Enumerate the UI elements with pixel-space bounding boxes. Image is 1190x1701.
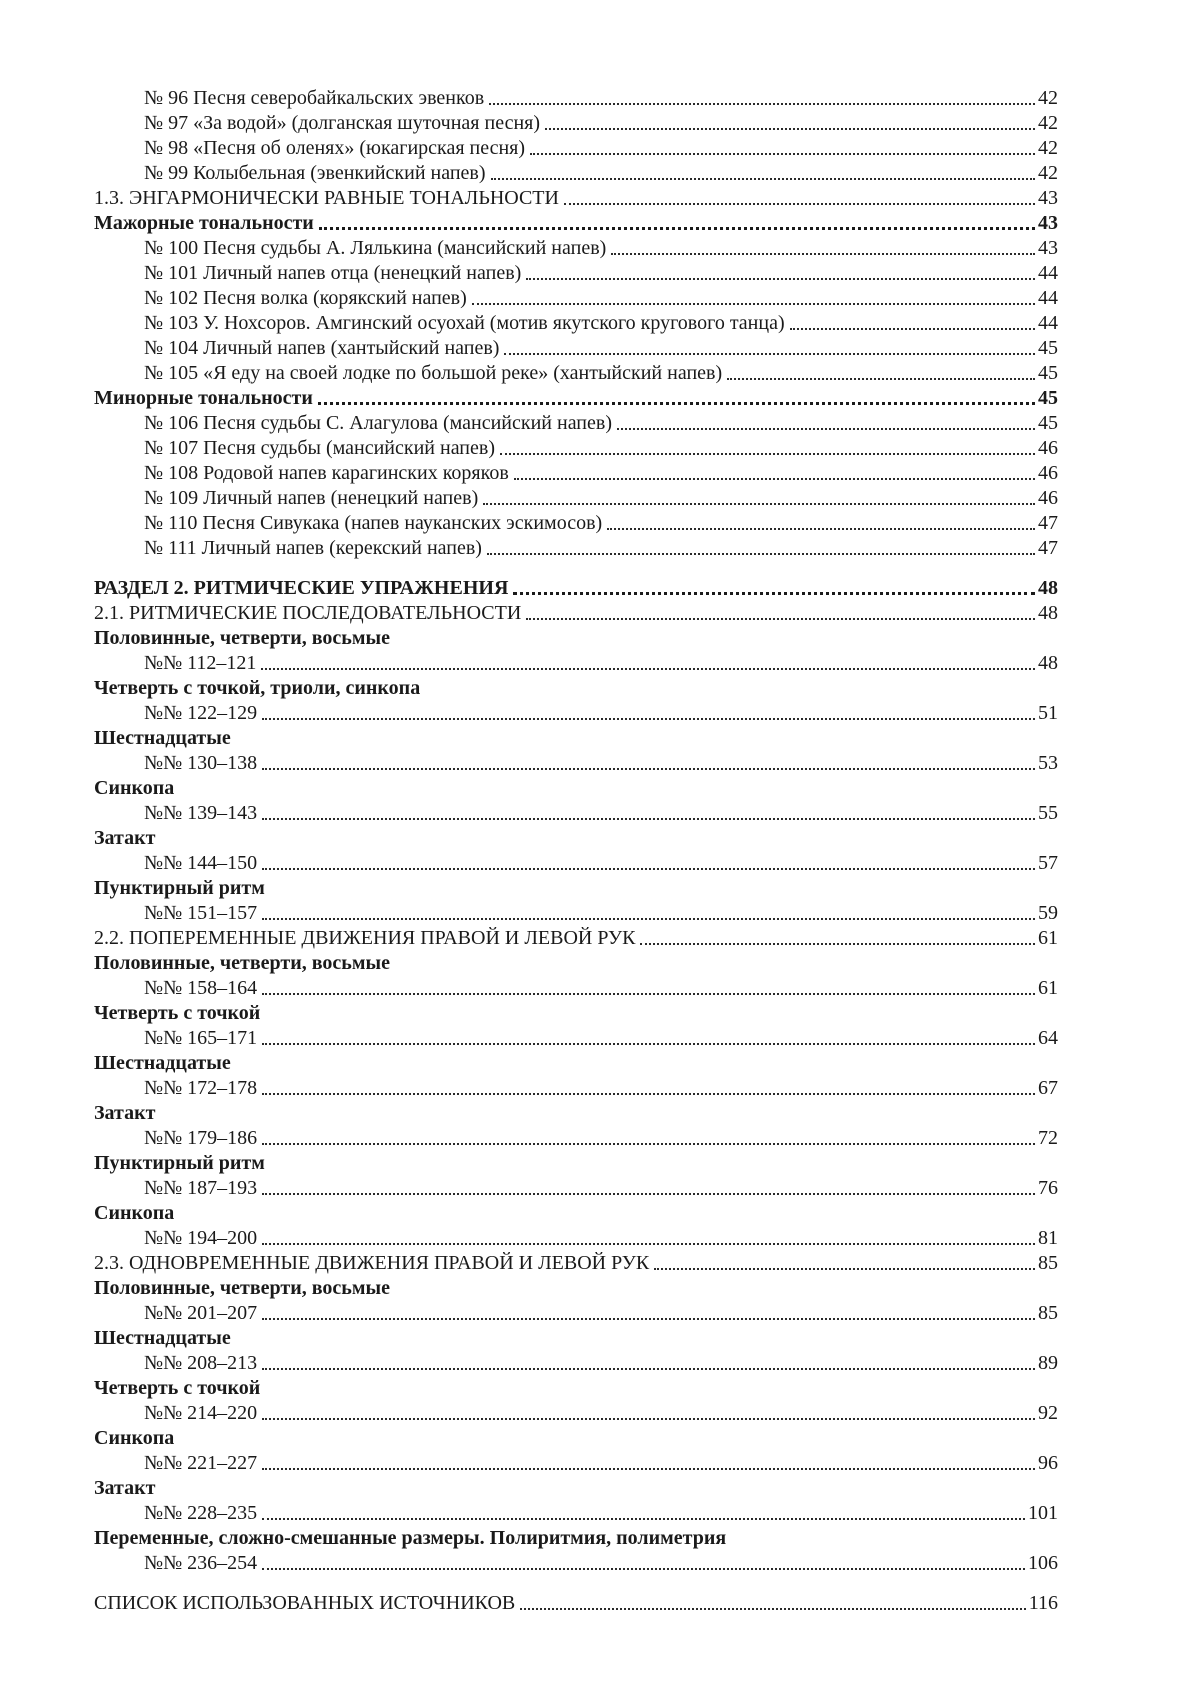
toc-entry-label: Четверть с точкой [94, 1377, 261, 1399]
toc-entry [94, 1051, 1058, 1076]
toc-entry [94, 86, 1058, 111]
toc-entry-label: № 105 «Я еду на своей лодке по большой реке» (хантыйский напев) [144, 362, 723, 384]
toc-page-number: 55 [1038, 802, 1058, 824]
toc-entry-label: Половинные, четверти, восьмые [94, 627, 390, 649]
toc-entry [94, 1591, 1058, 1616]
toc-page-number: 47 [1038, 537, 1058, 559]
toc-entry-label: №№ 201–207 [144, 1302, 258, 1324]
toc-leader-dots [262, 1468, 1035, 1470]
toc-entry-label: №№ 139–143 [144, 802, 258, 824]
toc-entry [94, 676, 1058, 701]
toc-leader-dots [472, 303, 1035, 305]
toc-entry [94, 1276, 1058, 1301]
toc-page-number: 92 [1038, 1402, 1058, 1424]
toc-entry-label: №№ 158–164 [144, 977, 258, 999]
toc-page-number: 48 [1038, 602, 1058, 624]
toc-page-number: 59 [1038, 902, 1058, 924]
toc-leader-dots [545, 128, 1035, 130]
toc-page-number: 42 [1038, 87, 1058, 109]
toc-entry-label: № 100 Песня судьбы А. Лялькина (мансийский напев) [144, 237, 607, 259]
toc-entry-label: Шестнадцатые [94, 1052, 231, 1074]
toc-entry [94, 651, 1058, 676]
toc-entry-label: Затакт [94, 1477, 156, 1499]
toc-page-number: 61 [1038, 927, 1058, 949]
toc-page-number: 51 [1038, 702, 1058, 724]
toc-entry-label: № 101 Личный напев отца (ненецкий напев) [144, 262, 522, 284]
toc-entry [94, 626, 1058, 651]
toc-entry [94, 436, 1058, 461]
toc-entry [94, 1351, 1058, 1376]
toc-entry [94, 1476, 1058, 1501]
toc-page-number: 61 [1038, 977, 1058, 999]
toc-page-number: 45 [1038, 337, 1058, 359]
toc-entry [94, 236, 1058, 261]
toc-entry-label: 2.1. РИТМИЧЕСКИЕ ПОСЛЕДОВАТЕЛЬНОСТИ [94, 602, 522, 624]
toc-entry [94, 776, 1058, 801]
toc-page-number: 106 [1028, 1552, 1058, 1574]
toc-entry-label: № 97 «За водой» (долганская шуточная песня) [144, 112, 541, 134]
toc-entry-label: № 98 «Песня об оленях» (юкагирская песня) [144, 137, 526, 159]
toc-entry [94, 1551, 1058, 1576]
toc-entry-label: №№ 221–227 [144, 1452, 258, 1474]
toc-entry-label: Синкопа [94, 1427, 175, 1449]
toc-leader-dots [483, 503, 1035, 505]
toc-leader-dots [489, 103, 1035, 105]
toc-entry [94, 1176, 1058, 1201]
toc-entry [94, 511, 1058, 536]
toc-entry-label: №№ 214–220 [144, 1402, 258, 1424]
toc-entry-label: № 99 Колыбельная (эвенкийский напев) [144, 162, 486, 184]
toc-entry-label: №№ 112–121 [144, 652, 257, 674]
toc-entry [94, 1226, 1058, 1251]
toc-entry-label: № 103 У. Нохсоров. Амгинский осуохай (мотив якутского кругового танца) [144, 312, 785, 334]
toc-entry-label: СПИСОК ИСПОЛЬЗОВАННЫХ ИСТОЧНИКОВ [94, 1592, 516, 1614]
toc-page-number: 42 [1038, 137, 1058, 159]
toc-entry-label: 2.2. ПОПЕРЕМЕННЫЕ ДВИЖЕНИЯ ПРАВОЙ И ЛЕВОЙ РУК [94, 927, 636, 949]
toc-entry [94, 336, 1058, 361]
toc-entry [94, 1126, 1058, 1151]
toc-entry-label: №№ 187–193 [144, 1177, 258, 1199]
toc-entry-label: Половинные, четверти, восьмые [94, 1277, 390, 1299]
toc-leader-dots [262, 1418, 1035, 1420]
toc-entry [94, 261, 1058, 286]
toc-entry [94, 1026, 1058, 1051]
toc-entry-label: Шестнадцатые [94, 1327, 231, 1349]
toc-leader-dots [617, 428, 1035, 430]
toc-page-number: 46 [1038, 437, 1058, 459]
toc-entry [94, 361, 1058, 386]
toc-entry-label: РАЗДЕЛ 2. РИТМИЧЕСКИЕ УПРАЖНЕНИЯ [94, 577, 509, 599]
toc-entry-label: Пунктирный ритм [94, 1152, 265, 1174]
toc-leader-dots [318, 402, 1035, 405]
toc-entry [94, 1401, 1058, 1426]
toc-entry-label: Минорные тональности [94, 387, 313, 409]
toc-leader-dots [790, 328, 1035, 330]
toc-page-number: 44 [1038, 312, 1058, 334]
toc-leader-dots [262, 1243, 1035, 1245]
toc-page-number: 89 [1038, 1352, 1058, 1374]
toc-leader-dots [564, 203, 1035, 205]
toc-entry [94, 751, 1058, 776]
toc-leader-dots [262, 1043, 1035, 1045]
toc-leader-dots [530, 153, 1035, 155]
toc-page-number: 45 [1038, 362, 1058, 384]
toc-leader-dots [500, 453, 1035, 455]
toc-page-number: 81 [1038, 1227, 1058, 1249]
toc-page-number: 48 [1038, 577, 1058, 599]
toc-entry-label: № 108 Родовой напев карагинских коряков [144, 462, 509, 484]
toc-entry [94, 926, 1058, 951]
toc-entry-label: № 102 Песня волка (корякский напев) [144, 287, 467, 309]
toc-leader-dots [654, 1268, 1035, 1270]
toc-leader-dots [491, 178, 1035, 180]
toc-entry-label: №№ 122–129 [144, 702, 258, 724]
toc-entry [94, 801, 1058, 826]
toc-leader-dots [262, 868, 1035, 870]
toc-page-number: 43 [1038, 212, 1058, 234]
toc-entry [94, 951, 1058, 976]
toc-leader-dots [262, 993, 1035, 995]
toc-entry [94, 726, 1058, 751]
toc-entry [94, 601, 1058, 626]
toc-entry-label: Затакт [94, 827, 156, 849]
toc-entry [94, 1526, 1058, 1551]
toc-leader-dots [487, 553, 1035, 555]
toc-leader-dots [262, 1368, 1035, 1370]
toc-entry [94, 111, 1058, 136]
toc-page-number: 45 [1038, 412, 1058, 434]
toc-entry-label: № 96 Песня северобайкальских эвенков [144, 87, 485, 109]
toc-page-number: 43 [1038, 237, 1058, 259]
toc-page-number: 45 [1038, 387, 1058, 409]
toc-entry-label: Шестнадцатые [94, 727, 231, 749]
toc-entry [94, 876, 1058, 901]
toc-page-number: 67 [1038, 1077, 1058, 1099]
toc-entry [94, 486, 1058, 511]
toc-entry [94, 1076, 1058, 1101]
toc-entry [94, 286, 1058, 311]
toc-page-number: 46 [1038, 487, 1058, 509]
toc-entry-label: № 106 Песня судьбы С. Алагулова (мансийский напев) [144, 412, 612, 434]
toc-entry-label: 2.3. ОДНОВРЕМЕННЫЕ ДВИЖЕНИЯ ПРАВОЙ И ЛЕВОЙ РУК [94, 1252, 650, 1274]
toc-entry [94, 136, 1058, 161]
toc-page-number: 72 [1038, 1127, 1058, 1149]
toc-entry [94, 186, 1058, 211]
toc-leader-dots [513, 592, 1035, 595]
toc-entry-label: Синкопа [94, 777, 175, 799]
toc-leader-dots [611, 253, 1035, 255]
toc-leader-dots [261, 668, 1035, 670]
toc-leader-dots [262, 1518, 1025, 1520]
toc-leader-dots [607, 528, 1035, 530]
toc-entry [94, 1451, 1058, 1476]
toc-entry-label: Мажорные тональности [94, 212, 314, 234]
toc-entry-label: Пунктирный ритм [94, 877, 265, 899]
toc-entry [94, 576, 1058, 601]
toc-list [94, 86, 1058, 1616]
toc-leader-dots [262, 1093, 1035, 1095]
toc-entry [94, 701, 1058, 726]
toc-entry-label: №№ 151–157 [144, 902, 258, 924]
toc-entry [94, 1151, 1058, 1176]
toc-entry-label: № 109 Личный напев (ненецкий напев) [144, 487, 479, 509]
toc-entry [94, 211, 1058, 236]
toc-page-number: 76 [1038, 1177, 1058, 1199]
toc-page-number: 64 [1038, 1027, 1058, 1049]
toc-entry-label: Четверть с точкой, триоли, синкопа [94, 677, 421, 699]
toc-entry [94, 1376, 1058, 1401]
toc-leader-dots [514, 478, 1035, 480]
toc-entry-label: 1.3. ЭНГАРМОНИЧЕСКИ РАВНЫЕ ТОНАЛЬНОСТИ [94, 187, 559, 209]
toc-entry-label: №№ 236–254 [144, 1552, 258, 1574]
toc-entry-label: №№ 144–150 [144, 852, 258, 874]
toc-entry-label: Половинные, четверти, восьмые [94, 952, 390, 974]
toc-leader-dots [262, 718, 1035, 720]
toc-page-number: 101 [1028, 1502, 1058, 1524]
toc-entry-label: №№ 172–178 [144, 1077, 258, 1099]
toc-page-number: 116 [1028, 1592, 1058, 1614]
toc-entry-label: №№ 208–213 [144, 1352, 258, 1374]
toc-page-number: 42 [1038, 162, 1058, 184]
toc-leader-dots [262, 918, 1035, 920]
toc-entry-label: №№ 179–186 [144, 1127, 258, 1149]
toc-page-number: 42 [1038, 112, 1058, 134]
toc-leader-dots [520, 1608, 1025, 1610]
toc-page-number: 43 [1038, 187, 1058, 209]
toc-leader-dots [262, 768, 1035, 770]
toc-page-number: 57 [1038, 852, 1058, 874]
toc-page-number: 44 [1038, 262, 1058, 284]
toc-leader-dots [262, 1568, 1025, 1570]
toc-entry [94, 1251, 1058, 1276]
toc-entry-label: №№ 130–138 [144, 752, 258, 774]
toc-entry [94, 461, 1058, 486]
toc-entry [94, 851, 1058, 876]
toc-entry-label: Переменные, сложно-смешанные размеры. Полиритмия, полиметрия [94, 1527, 727, 1549]
toc-entry-label: №№ 165–171 [144, 1027, 258, 1049]
toc-entry-label: № 110 Песня Сивукака (напев науканских эскимосов) [144, 512, 603, 534]
toc-entry [94, 1201, 1058, 1226]
toc-leader-dots [727, 378, 1035, 380]
toc-leader-dots [504, 353, 1035, 355]
toc-leader-dots [526, 618, 1035, 620]
toc-leader-dots [319, 227, 1035, 230]
toc-page-number: 96 [1038, 1452, 1058, 1474]
toc-entry-label: № 107 Песня судьбы (мансийский напев) [144, 437, 495, 459]
toc-page-number: 85 [1038, 1302, 1058, 1324]
toc-entry [94, 1426, 1058, 1451]
toc-entry-label: № 104 Личный напев (хантыйский напев) [144, 337, 500, 359]
toc-entry-label: Затакт [94, 1102, 156, 1124]
toc-entry-label: Синкопа [94, 1202, 175, 1224]
toc-entry-label: Четверть с точкой [94, 1002, 261, 1024]
toc-entry-label: № 111 Личный напев (керекский напев) [144, 537, 482, 559]
toc-leader-dots [640, 943, 1035, 945]
toc-entry [94, 1001, 1058, 1026]
toc-entry [94, 311, 1058, 336]
toc-leader-dots [262, 1318, 1035, 1320]
toc-entry [94, 411, 1058, 436]
toc-leader-dots [262, 818, 1035, 820]
toc-page-number: 85 [1038, 1252, 1058, 1274]
toc-leader-dots [262, 1193, 1035, 1195]
toc-entry [94, 1501, 1058, 1526]
toc-entry [94, 1301, 1058, 1326]
toc-entry [94, 826, 1058, 851]
toc-page-number: 47 [1038, 512, 1058, 534]
toc-page-number: 53 [1038, 752, 1058, 774]
toc-leader-dots [526, 278, 1035, 280]
toc-entry [94, 536, 1058, 561]
toc-page-number: 48 [1038, 652, 1058, 674]
toc-entry [94, 976, 1058, 1001]
toc-entry [94, 1101, 1058, 1126]
toc-page-number: 44 [1038, 287, 1058, 309]
toc-entry [94, 386, 1058, 411]
toc-entry [94, 161, 1058, 186]
toc-leader-dots [262, 1143, 1035, 1145]
toc-entry [94, 901, 1058, 926]
toc-page-number: 46 [1038, 462, 1058, 484]
toc-entry-label: №№ 194–200 [144, 1227, 258, 1249]
toc-entry-label: №№ 228–235 [144, 1502, 258, 1524]
toc-entry [94, 1326, 1058, 1351]
